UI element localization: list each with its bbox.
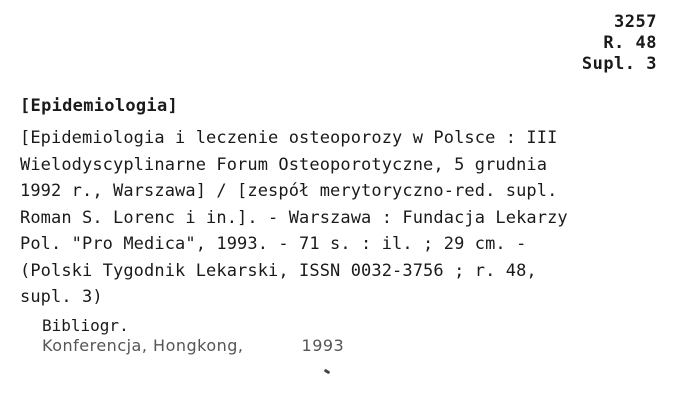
description-line: (Polski Tygodnik Lekarski, ISSN 0032-3756 ; r. 48, bbox=[20, 260, 537, 281]
bibliography-note: Bibliogr. bbox=[42, 316, 129, 335]
description-line: Pol. "Pro Medica", 1993. - 71 s. : il. ; 29 cm. - bbox=[20, 234, 527, 254]
description-line: supl. 3) bbox=[20, 287, 103, 307]
call-number-volume: R. 48 bbox=[603, 33, 657, 53]
ink-speck bbox=[324, 369, 331, 375]
call-number-supplement: Supl. 3 bbox=[581, 54, 657, 74]
conference-year: 1993 bbox=[301, 336, 345, 355]
description-line: [Epidemiologia i leczenie osteoporozy w Polsce : III bbox=[20, 128, 558, 148]
conference-note bbox=[42, 336, 344, 356]
notes bbox=[42, 316, 344, 356]
bibliographic-description bbox=[20, 125, 680, 311]
subject-heading: [Epidemiologia] bbox=[20, 96, 179, 116]
call-number-id: 3257 bbox=[614, 12, 657, 32]
description-line: Roman S. Lorenc i in.]. - Warszawa : Fundacja Lekarzy bbox=[20, 207, 568, 228]
conference-text: Konferencja, Hongkong, bbox=[42, 336, 244, 355]
description-line: Wielodyscyplinarne Forum Osteoporotyczne, 5 grudnia bbox=[20, 154, 548, 175]
description-line: 1992 r., Warszawa] / [zespół merytoryczno-red. supl. bbox=[20, 181, 558, 201]
call-number bbox=[582, 12, 657, 75]
